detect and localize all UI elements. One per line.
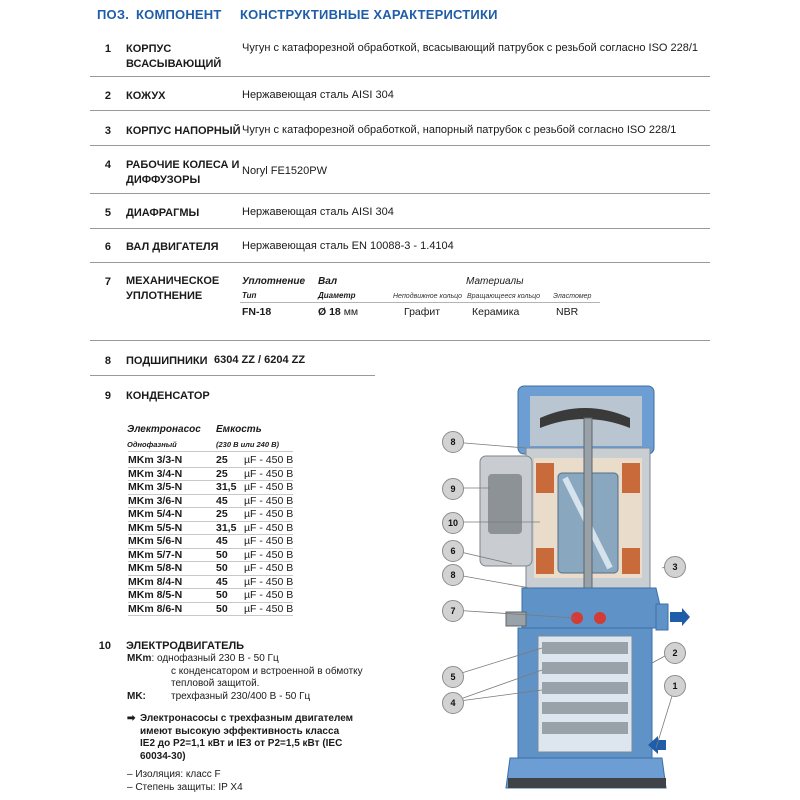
capacitor-value: 50 — [216, 589, 228, 601]
capacitor-model: MKm 3/3-N — [128, 454, 183, 466]
item-number: 2 — [104, 90, 111, 102]
item-number: 7 — [104, 276, 111, 288]
divider — [90, 110, 710, 111]
motor-mkm-line2: с конденсатором и встроенной в обмотку — [171, 666, 363, 677]
capacitor-model: MKm 3/4-N — [128, 467, 183, 480]
item-number: 9 — [104, 390, 111, 402]
motor-note-l3: IE2 до P2=1,1 кВт и IE3 от P2=1,5 кВт (IEC — [140, 738, 343, 749]
capacitor-value: 25 — [216, 508, 228, 520]
component-description: Нержавеющая сталь AISI 304 — [242, 206, 394, 218]
motor-note-l1: Электронасосы с трехфазным двигателем — [140, 713, 354, 724]
capacitor-unit: µF - 450 В — [244, 467, 294, 480]
bearings-value: 6304 ZZ / 6204 ZZ — [214, 354, 306, 366]
capacitor-cap-col: Емкость — [216, 424, 262, 435]
component-name: КОРПУС ВСАСЫВАЮЩИЙ — [126, 43, 222, 70]
capacitor-model: MKm 3/6-N — [128, 494, 183, 507]
materials-col-label: Материалы — [466, 276, 524, 287]
callout-3: 3 — [664, 556, 686, 578]
component-description: Чугун с катафорезной обработкой, напорный патрубок с резьбой согласно ISO 228/1 — [242, 124, 677, 136]
base-foot — [508, 778, 666, 788]
capacitor-pump-col: Электронасос — [127, 424, 201, 435]
header-pos: ПОЗ. — [97, 7, 130, 22]
elastomer-label: Эластомер — [553, 293, 592, 300]
callout-8-lower: 8 — [442, 564, 464, 586]
capacitor-model: MKm 5/8-N — [128, 562, 183, 574]
motor-mk-label: MK: — [127, 691, 146, 702]
seal-type-label: Тип — [242, 291, 257, 300]
component-name: ПОДШИПНИКИ — [126, 355, 208, 367]
capacitor-value: 50 — [216, 548, 228, 561]
capacitor-model: MKm 5/4-N — [128, 508, 183, 520]
capacitor-pump-sub: Однофазный — [127, 440, 177, 449]
rotating-ring-label: Вращающееся кольцо — [467, 293, 541, 300]
elastomer-value: NBR — [556, 306, 579, 318]
arrow-icon: ➡ — [127, 713, 136, 724]
callout-7: 7 — [442, 600, 464, 622]
motor-mkm-line3: тепловой защитой. — [171, 678, 260, 689]
divider — [90, 76, 710, 77]
divider — [90, 193, 710, 194]
stage — [542, 722, 628, 734]
capacitor-unit: µF - 450 В — [244, 535, 294, 547]
discharge-outlet — [656, 604, 668, 630]
divider — [90, 340, 710, 341]
seal-type-value: FN-18 — [242, 306, 272, 318]
capacitor-model: MKm 8/6-N — [128, 602, 183, 615]
divider — [90, 375, 375, 376]
callout-10: 10 — [442, 512, 464, 534]
component-name: МЕХАНИЧЕСКОЕ УПЛОТНЕНИЕ — [126, 275, 220, 302]
item-number: 5 — [104, 207, 111, 219]
component-name: КОЖУХ — [126, 90, 166, 102]
capacitor-value: 31,5 — [216, 521, 237, 534]
stage — [542, 642, 628, 654]
callout-1: 1 — [664, 675, 686, 697]
seal-col-label: Уплотнение — [242, 276, 306, 287]
capacitor-unit: µF - 450 В — [244, 589, 294, 601]
capacitor-model: MKm 8/4-N — [128, 575, 183, 588]
component-name: КОНДЕНСАТОР — [126, 390, 210, 402]
divider — [90, 262, 710, 263]
discharge-arrow-icon — [670, 608, 690, 626]
motor-insulation: – Изоляция: класс F — [127, 769, 221, 780]
divider — [240, 302, 600, 303]
callout-6: 6 — [442, 540, 464, 562]
capacitor-model: MKm 5/6-N — [128, 535, 183, 547]
motor-mkm-line: MKm: однофазный 230 В - 50 Гц — [127, 653, 279, 664]
capacitor-model: MKm 8/5-N — [128, 589, 183, 601]
capacitor-unit: µF - 450 В — [244, 521, 294, 534]
component-description: Noryl FE1520PW — [242, 165, 327, 177]
motor-mk-line: трехфазный 230/400 В - 50 Гц — [171, 691, 311, 702]
shaft-diameter-label: Диаметр — [318, 291, 356, 300]
capacitor-unit: µF - 450 В — [244, 481, 294, 493]
capacitor-value: 31,5 — [216, 481, 237, 493]
capacitor-unit: µF - 450 В — [244, 602, 294, 615]
divider — [128, 615, 293, 616]
capacitor-unit: µF - 450 В — [244, 575, 294, 588]
component-name: ЭЛЕКТРОДВИГАТЕЛЬ — [126, 640, 245, 652]
capacitor-model: MKm 5/5-N — [128, 521, 183, 534]
callout-9: 9 — [442, 478, 464, 500]
stationary-ring-label: Неподвижное кольцо — [393, 293, 463, 300]
capacitor-value: 50 — [216, 562, 228, 574]
capacitor-value: 45 — [216, 494, 228, 507]
capacitor-unit: µF - 450 В — [244, 562, 294, 574]
motor-note-l2: имеют высокую эффективность класса — [140, 726, 340, 737]
item-number: 6 — [104, 241, 111, 253]
item-number: 10 — [98, 640, 111, 652]
winding-left-top — [536, 463, 554, 493]
item-number: 8 — [104, 355, 111, 367]
divider — [90, 228, 710, 229]
capacitor-cap-sub: (230 В или 240 В) — [216, 440, 280, 449]
seal-ring-right — [594, 612, 606, 624]
callout-5: 5 — [442, 666, 464, 688]
capacitor-model: MKm 5/7-N — [128, 548, 183, 561]
item-number: 1 — [104, 43, 111, 55]
motor-protection: – Степень защиты: IP X4 — [127, 782, 243, 793]
component-description: Нержавеющая сталь AISI 304 — [242, 89, 394, 101]
capacitor-model: MKm 3/5-N — [128, 481, 183, 493]
shaft-col-label: Вал — [318, 276, 338, 287]
shaft-diameter-value: Ø 18 мм — [318, 306, 359, 318]
header-component: КОМПОНЕНТ — [136, 7, 222, 22]
pump-upper-body — [522, 588, 662, 628]
capacitor-body — [488, 474, 522, 534]
header-characteristics: КОНСТРУКТИВНЫЕ ХАРАКТЕРИСТИКИ — [240, 7, 498, 22]
component-name: ДИАФРАГМЫ — [126, 207, 200, 219]
winding-right-bottom — [622, 548, 640, 574]
pump-cutaway-diagram — [430, 378, 710, 796]
callout-4: 4 — [442, 692, 464, 714]
component-name: КОРПУС НАПОРНЫЙ — [126, 125, 241, 137]
divider — [90, 145, 710, 146]
component-name: РАБОЧИЕ КОЛЕСА И ДИФФУЗОРЫ — [126, 159, 240, 186]
rotating-ring-value: Керамика — [472, 306, 520, 318]
winding-right-top — [622, 463, 640, 493]
stage — [542, 702, 628, 714]
component-description: Чугун с катафорезной обработкой, всасывающий патрубок с резьбой согласно ISO 228/1 — [242, 42, 699, 54]
capacitor-unit: µF - 450 В — [244, 454, 294, 466]
capacitor-value: 50 — [216, 602, 228, 615]
capacitor-value: 25 — [216, 454, 228, 466]
item-number: 3 — [104, 125, 111, 137]
callout-2: 2 — [664, 642, 686, 664]
stationary-ring-value: Графит — [404, 306, 441, 318]
capacitor-unit: µF - 450 В — [244, 508, 294, 520]
capacitor-value: 25 — [216, 467, 228, 480]
capacitor-unit: µF - 450 В — [244, 548, 294, 561]
component-name: ВАЛ ДВИГАТЕЛЯ — [126, 241, 219, 253]
stage — [542, 682, 628, 694]
motor-note-l4: 60034-30) — [140, 751, 186, 762]
component-description: Нержавеющая сталь EN 10088-3 - 1.4104 — [242, 240, 454, 252]
winding-left-bottom — [536, 548, 554, 574]
capacitor-value: 45 — [216, 575, 228, 588]
item-number: 4 — [104, 159, 111, 171]
capacitor-value: 45 — [216, 535, 228, 547]
stage — [542, 662, 628, 674]
divider — [128, 451, 293, 452]
callout-8: 8 — [442, 431, 464, 453]
capacitor-unit: µF - 450 В — [244, 494, 294, 507]
